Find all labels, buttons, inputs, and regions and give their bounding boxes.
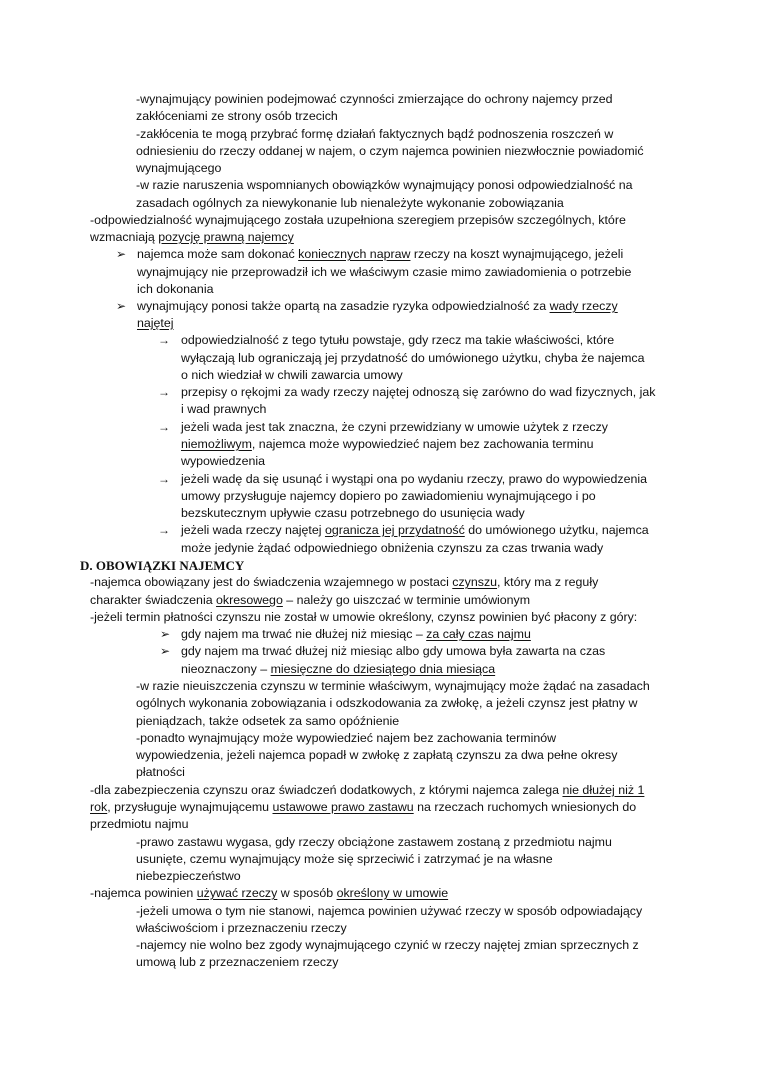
text-line: o nich wiedział w chwili zawarcia umowy (181, 368, 403, 382)
text-line: -w razie naruszenia wspomnianych obowiązków wynajmujący ponosi odpowiedzialność na (136, 178, 633, 192)
text-line: wzmacniają pozycję prawną najemcy (90, 230, 294, 244)
text-line: jeżeli wadę da się usunąć i wystąpi ona po wydaniu rzeczy, prawo do wypowiedzenia (181, 472, 648, 486)
text-line: -najemcy nie wolno bez zgody wynajmującego czynić w rzeczy najętej zmian sprzecznych z (136, 938, 639, 952)
text-line: -odpowiedzialność wynajmującego została uzupełniona szeregiem przepisów szczególnych, które (90, 213, 626, 227)
text-line: wypowiedzenia, jeżeli najemca popadł w zwłokę z zapłatą czynszu za dwa pełne okresy (136, 748, 618, 762)
text-line: wynajmującego (136, 161, 222, 175)
text-line: -wynajmujący powinien podejmować czynności zmierzające do ochrony najemcy przed (136, 92, 613, 106)
text-line: nieoznaczony – miesięczne do dziesiątego dnia miesiąca (181, 662, 496, 676)
right-arrow-icon: → (158, 420, 170, 434)
text-line: charakter świadczenia okresowego – należy go uiszczać w terminie umówionym (90, 593, 531, 607)
text-line: płatności (136, 765, 185, 779)
text-line: bezskutecznym upływie czasu potrzebnego do usunięcia wady (181, 506, 525, 520)
text-line: rok, przysługuje wynajmującemu ustawowe prawo zastawu na rzeczach ruchomych wniesionych do (90, 800, 637, 814)
text-line: jeżeli wada jest tak znaczna, że czyni przewidziany w umowie użytek z rzeczy (181, 420, 608, 434)
text-line: -jeżeli umowa o tym nie stanowi, najemca powinien używać rzeczy w sposób odpowiadający (136, 904, 643, 918)
text-line: gdy najem ma trwać dłużej niż miesiąc albo gdy umowa była zawarta na czas (181, 644, 606, 658)
text-line: może jedynie żądać odpowiedniego obniżenia czynszu za czas trwania wady (181, 541, 604, 555)
text-line: jeżeli wada rzeczy najętej ogranicza jej przydatność do umówionego użytku, najemca (181, 523, 649, 537)
text-line: niebezpieczeństwo (136, 869, 241, 883)
text-line: -najemca obowiązany jest do świadczenia wzajemnego w postaci czynszu, który ma z reguły (90, 575, 599, 589)
text-line: odpowiedzialność z tego tytułu powstaje, gdy rzecz ma takie właściwości, które (181, 333, 615, 347)
text-line: wynajmujący ponosi także opartą na zasadzie ryzyka odpowiedzialność za wady rzeczy (137, 299, 618, 313)
text-line: pieniądzach, także odsetek za samo opóźnienie (136, 714, 400, 728)
text-line: wypowiedzenia (181, 454, 266, 468)
right-arrow-icon: → (158, 523, 170, 537)
arrowhead-bullet-icon: ➢ (116, 247, 127, 261)
right-arrow-icon: → (158, 385, 170, 399)
arrowhead-bullet-icon: ➢ (160, 627, 171, 641)
text-line: właściwościom i przeznaczeniu rzeczy (136, 921, 347, 935)
section-heading: D. OBOWIĄZKI NAJEMCY (80, 558, 245, 573)
text-line: najemca może sam dokonać koniecznych napraw rzeczy na koszt wynajmującego, jeżeli (137, 247, 624, 261)
text-line: przedmiotu najmu (90, 817, 189, 831)
text-line: -prawo zastawu wygasa, gdy rzeczy obciążone zastawem zostaną z przedmiotu najmu (136, 835, 612, 849)
text-line: ich dokonania (137, 282, 214, 296)
text-line: gdy najem ma trwać nie dłużej niż miesiąc – za cały czas najmu (181, 627, 531, 641)
text-line: -dla zabezpieczenia czynszu oraz świadczeń dodatkowych, z którymi najemca zalega nie dłużej niż 1 (90, 783, 645, 797)
text-line: zasadach ogólnych za niewykonanie lub nienależyte wykonanie zobowiązania (136, 196, 564, 210)
text-line: odniesieniu do rzeczy oddanej w najem, o czym najemca powinien niezwłocznie powiadomić (136, 144, 644, 158)
text-line: -w razie nieuiszczenia czynszu w terminie właściwym, wynajmujący może żądać na zasadach (136, 679, 650, 693)
text-line: -zakłócenia te mogą przybrać formę działań faktycznych bądź podnoszenia roszczeń w (136, 127, 614, 141)
text-line: wynajmujący nie przeprowadził ich we właściwym czasie mimo zawiadomienia o potrzebie (137, 265, 632, 279)
text-line: zakłóceniami ze strony osób trzecich (136, 109, 338, 123)
right-arrow-icon: → (158, 472, 170, 486)
right-arrow-icon: → (158, 333, 170, 347)
text-line: umowy przysługuje najemcy dopiero po zawiadomieniu wynajmującego i po (181, 489, 596, 503)
text-line: -ponadto wynajmujący może wypowiedzieć najem bez zachowania terminów (136, 731, 557, 745)
text-line: umową lub z przeznaczeniem rzeczy (136, 955, 339, 969)
text-line: i wad prawnych (181, 402, 267, 416)
arrowhead-bullet-icon: ➢ (160, 644, 171, 658)
text-line: -najemca powinien używać rzeczy w sposób określony w umowie (90, 886, 449, 900)
arrowhead-bullet-icon: ➢ (116, 299, 127, 313)
text-line: najętej (137, 316, 174, 330)
text-line: ogólnych wykonania zobowiązania i odszkodowania za zwłokę, a jeżeli czynsz jest płatny w (136, 696, 638, 710)
text-line: niemożliwym, najemca może wypowiedzieć najem bez zachowania terminu (181, 437, 594, 451)
text-line: przepisy o rękojmi za wady rzeczy najętej odnoszą się zarówno do wad fizycznych, jak (181, 385, 656, 399)
text-line: wyłączają lub ograniczają jej przydatność do umówionego użytku, chyba że najemca (181, 351, 645, 365)
text-line: usunięte, czemu wynajmujący może się sprzeciwić i zatrzymać je na własne (136, 852, 553, 866)
text-line: -jeżeli termin płatności czynszu nie został w umowie określony, czynsz powinien być płacony z góry: (90, 610, 638, 624)
